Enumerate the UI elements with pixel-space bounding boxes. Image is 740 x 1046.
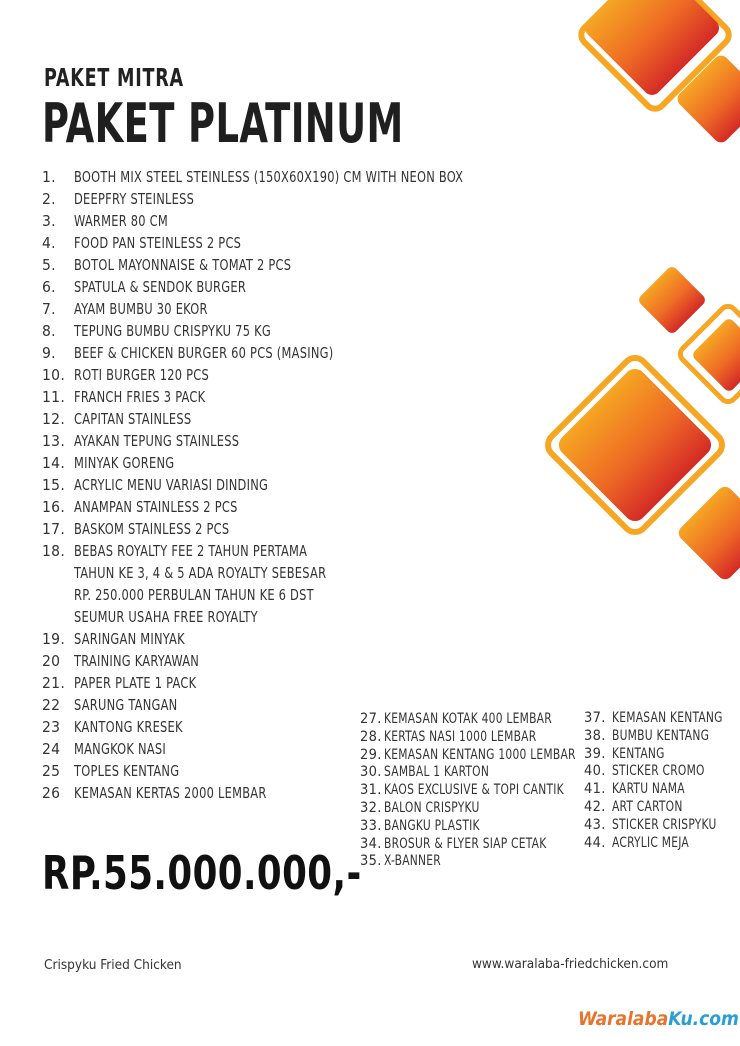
list-item xyxy=(42,254,642,276)
list-item-text: X-BANNER xyxy=(383,853,441,870)
list-item xyxy=(42,188,642,210)
list-item-number: 44. xyxy=(584,834,606,851)
list-item xyxy=(42,364,642,386)
list-item-number: 21. xyxy=(42,674,66,692)
list-item xyxy=(360,853,617,871)
list-item-number: 9. xyxy=(42,344,56,362)
list-item-text: FOOD PAN STEINLESS 2 PCS xyxy=(74,234,242,252)
list-item xyxy=(42,210,642,232)
list-item-number: 10. xyxy=(42,366,66,384)
list-item-text: BROSUR & FLYER SIAP CETAK xyxy=(383,835,547,852)
list-item-number: 39. xyxy=(584,745,606,762)
list-item-text: KEMASAN KERTAS 2000 LEMBAR xyxy=(74,784,267,802)
list-item-text: BANGKU PLASTIK xyxy=(383,817,480,834)
list-item-number: 41. xyxy=(584,781,606,798)
list-item xyxy=(360,729,617,747)
list-item xyxy=(42,452,642,474)
list-item xyxy=(42,298,642,320)
list-item xyxy=(42,166,642,188)
watermark-part2: Ku.com xyxy=(668,1008,739,1030)
list-item xyxy=(42,430,642,452)
list-item-number: 6. xyxy=(42,278,56,296)
list-item-text: PAPER PLATE 1 PACK xyxy=(74,674,197,692)
list-item xyxy=(360,764,617,782)
list-item-number: 25 xyxy=(42,762,61,780)
list-item-number: 37. xyxy=(584,710,606,726)
package-price: RP.55.000.000,- xyxy=(42,846,362,900)
list-item xyxy=(360,747,617,765)
list-item-number: 27. xyxy=(360,711,382,727)
list-item-number: 3. xyxy=(42,212,56,230)
list-item xyxy=(584,799,740,817)
list-item-number: 5. xyxy=(42,256,56,274)
list-item-number: 15. xyxy=(42,476,66,494)
list-item-text: SARINGAN MINYAK xyxy=(74,630,185,648)
list-item-text: ACRYLIC MEJA xyxy=(612,834,689,851)
list-item xyxy=(42,496,642,518)
footer-brand: Crispyku Fried Chicken xyxy=(44,957,182,973)
list-item xyxy=(42,628,642,650)
list-item-text: STICKER CROMO xyxy=(612,763,705,780)
list-item-text: SEUMUR USAHA FREE ROYALTY xyxy=(74,608,258,626)
list-item-number: 29. xyxy=(360,746,382,763)
list-item-number: 4. xyxy=(42,234,56,252)
list-item-number: 12. xyxy=(42,410,66,428)
list-item xyxy=(360,800,617,818)
list-item-text: KERTAS NASI 1000 LEMBAR xyxy=(383,728,537,745)
list-item-text: SARUNG TANGAN xyxy=(74,696,178,714)
list-item-text: BEEF & CHICKEN BURGER 60 PCS (MASING) xyxy=(74,344,334,362)
list-item xyxy=(42,276,642,298)
list-item-text: CAPITAN STAINLESS xyxy=(74,410,192,428)
list-item-text: SPATULA & SENDOK BURGER xyxy=(74,278,247,296)
list-item-text: KEMASAN KENTANG 1000 LEMBAR xyxy=(383,746,576,763)
list-item xyxy=(42,342,642,364)
list-item-text: AYAKAN TEPUNG STAINLESS xyxy=(74,432,240,450)
list-item-number: 22 xyxy=(42,696,61,714)
list-item xyxy=(584,763,740,781)
list-item-number: 13. xyxy=(42,432,66,450)
list-item-number: 42. xyxy=(584,798,606,815)
list-item-text: MANGKOK NASI xyxy=(74,740,166,758)
list-item-number: 34. xyxy=(360,835,382,852)
list-item xyxy=(42,518,642,540)
footer-website: www.waralaba-friedchicken.com xyxy=(472,956,669,972)
list-item-text: TAHUN KE 3, 4 & 5 ADA ROYALTY SEBESAR xyxy=(74,564,327,582)
list-item-text: BASKOM STAINLESS 2 PCS xyxy=(74,520,230,538)
list-item-text: KENTANG xyxy=(612,745,665,762)
list-item xyxy=(584,835,740,853)
list-item-number: 19. xyxy=(42,630,66,648)
list-item-number: 28. xyxy=(360,728,382,745)
list-item-text: SAMBAL 1 KARTON xyxy=(383,764,489,781)
list-item-number: 26 xyxy=(42,784,61,802)
list-item-text: STICKER CRISPYKU xyxy=(612,816,717,833)
list-item-text: RP. 250.000 PERBULAN TAHUN KE 6 DST xyxy=(74,586,314,604)
list-item-number: 33. xyxy=(360,817,382,834)
list-item-number: 40. xyxy=(584,763,606,780)
list-item-number: 7. xyxy=(42,300,56,318)
list-item xyxy=(584,817,740,835)
list-item-text: TOPLES KENTANG xyxy=(74,762,180,780)
list-item xyxy=(42,474,642,496)
list-item-text: FRANCH FRIES 3 PACK xyxy=(74,388,206,406)
list-item-text: ACRYLIC MENU VARIASI DINDING xyxy=(74,476,269,494)
list-item xyxy=(42,232,642,254)
list-item-number: 20 xyxy=(42,652,61,670)
list-item-number: 32. xyxy=(360,799,382,816)
list-item-text: ANAMPAN STAINLESS 2 PCS xyxy=(74,498,238,516)
list-item xyxy=(42,672,642,694)
list-item-text: TRAINING KARYAWAN xyxy=(74,652,200,670)
list-item-number: 23 xyxy=(42,718,61,736)
list-item xyxy=(360,782,617,800)
list-item-text: KANTONG KRESEK xyxy=(74,718,183,736)
list-item xyxy=(42,606,642,628)
list-item-text: ART CARTON xyxy=(612,798,683,815)
list-item-text: BOTOL MAYONNAISE & TOMAT 2 PCS xyxy=(74,256,292,274)
list-item-text: DEEPFRY STEINLESS xyxy=(74,190,195,208)
list-item xyxy=(42,386,642,408)
list-item xyxy=(584,781,740,799)
list-item-number: 2. xyxy=(42,190,56,208)
list-item-text: BEBAS ROYALTY FEE 2 TAHUN PERTAMA xyxy=(74,542,308,560)
list-item-number: 14. xyxy=(42,454,66,472)
package-items-list-col1 xyxy=(360,711,617,871)
list-item xyxy=(360,711,617,729)
list-item-number: 35. xyxy=(360,853,382,870)
list-item-text: ROTI BURGER 120 PCS xyxy=(74,366,210,384)
list-item xyxy=(42,408,642,430)
list-item-number: 16. xyxy=(42,498,66,516)
list-item-number: 24 xyxy=(42,740,61,758)
diamond-mid-bottom-right xyxy=(676,484,740,583)
list-item-text: TEPUNG BUMBU CRISPYKU 75 KG xyxy=(74,322,271,340)
page-subtitle: PAKET MITRA xyxy=(44,63,184,92)
list-item xyxy=(42,540,642,562)
list-item-number: 8. xyxy=(42,322,56,340)
watermark-logo xyxy=(578,1008,739,1030)
watermark-part1: Waralaba xyxy=(578,1008,669,1030)
list-item-text: BALON CRISPYKU xyxy=(383,799,480,816)
list-item-text: WARMER 80 CM xyxy=(74,212,169,230)
list-item-text: MINYAK GORENG xyxy=(74,454,175,472)
list-item xyxy=(584,728,740,746)
list-item-number: 11. xyxy=(42,388,66,406)
list-item-text: AYAM BUMBU 30 EKOR xyxy=(74,300,208,318)
list-item xyxy=(360,836,617,854)
list-item-text: KARTU NAMA xyxy=(612,781,685,798)
list-item-text: KEMASAN KOTAK 400 LEMBAR xyxy=(383,711,552,727)
list-item xyxy=(584,710,740,728)
list-item xyxy=(42,650,642,672)
list-item xyxy=(42,584,642,606)
package-items-list-col2 xyxy=(584,710,740,852)
list-item xyxy=(584,746,740,764)
list-item-number: 17. xyxy=(42,520,66,538)
list-item xyxy=(42,562,642,584)
package-items-list xyxy=(42,166,642,804)
list-item-number: 31. xyxy=(360,782,382,799)
page-title: PAKET PLATINUM xyxy=(42,92,404,155)
list-item xyxy=(42,320,642,342)
list-item-number: 38. xyxy=(584,727,606,744)
list-item-text: KEMASAN KENTANG xyxy=(612,710,723,726)
list-item-number: 43. xyxy=(584,816,606,833)
list-item-text: BUMBU KENTANG xyxy=(612,727,710,744)
list-item-number: 1. xyxy=(42,168,56,186)
list-item-number: 18. xyxy=(42,542,66,560)
list-item-text: BOOTH MIX STEEL STEINLESS (150X60X190) CM WITH NEON BOX xyxy=(74,168,464,186)
list-item-text: KAOS EXCLUSIVE & TOPI CANTIK xyxy=(383,782,564,799)
list-item-number: 30. xyxy=(360,764,382,781)
diamond-mid-small xyxy=(637,265,708,336)
list-item xyxy=(360,818,617,836)
